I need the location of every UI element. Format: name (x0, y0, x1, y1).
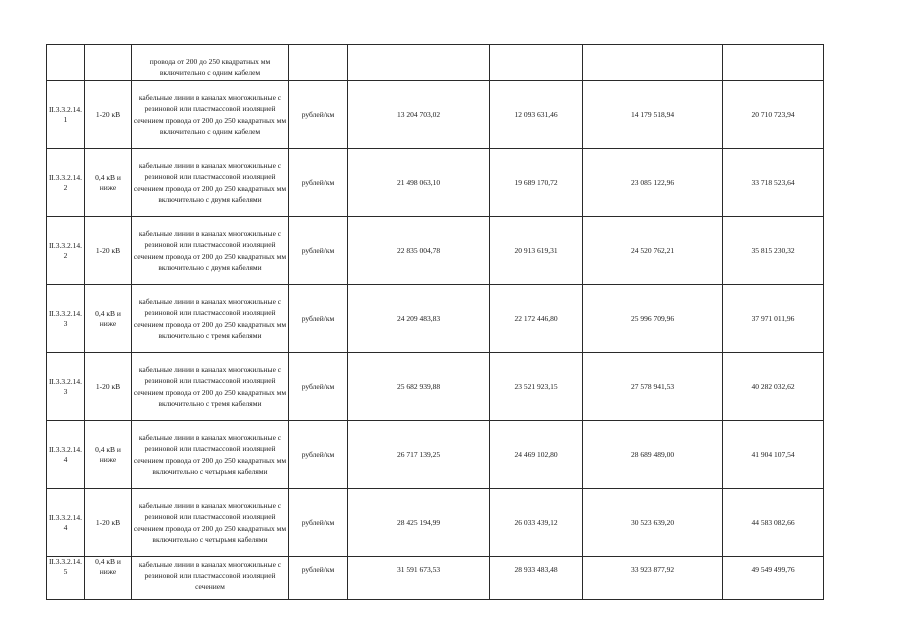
description-cell: кабельные линии в каналах многожильные с резиновой или пластмассовой изоляцией сечением (132, 557, 289, 600)
item-code-cell: II.3.3.2.14.2 (47, 217, 85, 285)
unit-cell: рублей/км (289, 217, 348, 285)
item-code-cell (47, 45, 85, 81)
value-cell-4 (723, 45, 824, 81)
value-cell-4: 35 815 230,32 (723, 217, 824, 285)
value-cell-1: 21 498 063,10 (348, 149, 490, 217)
value-cell-2: 23 521 923,15 (490, 353, 583, 421)
value-cell-2: 12 093 631,46 (490, 81, 583, 149)
voltage-cell: 1-20 кВ (85, 217, 132, 285)
table-row (47, 421, 824, 489)
value-cell-4: 37 971 011,96 (723, 285, 824, 353)
unit-cell: рублей/км (289, 149, 348, 217)
value-cell-2: 24 469 102,80 (490, 421, 583, 489)
value-cell-1: 31 591 673,53 (348, 557, 490, 600)
value-cell-1: 28 425 194,99 (348, 489, 490, 557)
unit-cell: рублей/км (289, 353, 348, 421)
tariff-table (46, 44, 824, 600)
value-cell-3: 33 923 877,92 (583, 557, 723, 600)
unit-cell (289, 45, 348, 81)
value-cell-3: 24 520 762,21 (583, 217, 723, 285)
value-cell-1: 24 209 483,83 (348, 285, 490, 353)
item-code-cell: II.3.3.2.14.3 (47, 353, 85, 421)
unit-cell: рублей/км (289, 421, 348, 489)
value-cell-3: 23 085 122,96 (583, 149, 723, 217)
description-cell: кабельные линии в каналах многожильные с резиновой или пластмассовой изоляцией сечением провода от 200 до 250 квадратных мм включительно с двумя кабелями (132, 217, 289, 285)
voltage-cell: 0,4 кВ и ниже (85, 149, 132, 217)
voltage-cell: 1-20 кВ (85, 489, 132, 557)
value-cell-4: 49 549 499,76 (723, 557, 824, 600)
value-cell-3: 28 689 489,00 (583, 421, 723, 489)
value-cell-3 (583, 45, 723, 81)
value-cell-1 (348, 45, 490, 81)
value-cell-1: 22 835 004,78 (348, 217, 490, 285)
description-cell: кабельные линии в каналах многожильные с резиновой или пластмассовой изоляцией сечением провода от 200 до 250 квадратных мм включительно с четырьмя кабелями (132, 421, 289, 489)
value-cell-2: 20 913 619,31 (490, 217, 583, 285)
value-cell-3: 30 523 639,20 (583, 489, 723, 557)
item-code-cell: II.3.3.2.14.3 (47, 285, 85, 353)
value-cell-3: 14 179 518,94 (583, 81, 723, 149)
value-cell-4: 41 904 107,54 (723, 421, 824, 489)
value-cell-4: 20 710 723,94 (723, 81, 824, 149)
voltage-cell: 0,4 кВ и ниже (85, 557, 132, 600)
value-cell-1: 13 204 703,02 (348, 81, 490, 149)
value-cell-2: 22 172 446,80 (490, 285, 583, 353)
value-cell-1: 26 717 139,25 (348, 421, 490, 489)
table-row (47, 489, 824, 557)
item-code-cell: II.3.3.2.14.4 (47, 489, 85, 557)
value-cell-2 (490, 45, 583, 81)
value-cell-4: 40 282 032,62 (723, 353, 824, 421)
item-code-cell: II.3.3.2.14.1 (47, 81, 85, 149)
table-body (47, 45, 824, 600)
item-code-cell: II.3.3.2.14.5 (47, 557, 85, 600)
unit-cell: рублей/км (289, 557, 348, 600)
value-cell-3: 27 578 941,53 (583, 353, 723, 421)
voltage-cell: 0,4 кВ и ниже (85, 285, 132, 353)
value-cell-1: 25 682 939,88 (348, 353, 490, 421)
voltage-cell: 1-20 кВ (85, 353, 132, 421)
value-cell-4: 33 718 523,64 (723, 149, 824, 217)
table-row (47, 285, 824, 353)
value-cell-2: 19 689 170,72 (490, 149, 583, 217)
table-row (47, 217, 824, 285)
voltage-cell: 0,4 кВ и ниже (85, 421, 132, 489)
value-cell-3: 25 996 709,96 (583, 285, 723, 353)
value-cell-4: 44 583 082,66 (723, 489, 824, 557)
description-cell: кабельные линии в каналах многожильные с резиновой или пластмассовой изоляцией сечением провода от 200 до 250 квадратных мм включительно с двумя кабелями (132, 149, 289, 217)
value-cell-2: 26 033 439,12 (490, 489, 583, 557)
description-cell: кабельные линии в каналах многожильные с резиновой или пластмассовой изоляцией сечением провода от 200 до 250 квадратных мм включительно с одним кабелем (132, 81, 289, 149)
table-row (47, 353, 824, 421)
table-row (47, 45, 824, 81)
item-code-cell: II.3.3.2.14.4 (47, 421, 85, 489)
description-cell: кабельные линии в каналах многожильные с резиновой или пластмассовой изоляцией сечением провода от 200 до 250 квадратных мм включительно с тремя кабелями (132, 353, 289, 421)
unit-cell: рублей/км (289, 285, 348, 353)
voltage-cell (85, 45, 132, 81)
value-cell-2: 28 933 483,48 (490, 557, 583, 600)
table-row (47, 149, 824, 217)
unit-cell: рублей/км (289, 489, 348, 557)
description-cell: провода от 200 до 250 квадратных мм включительно с одним кабелем (132, 45, 289, 81)
description-cell: кабельные линии в каналах многожильные с резиновой или пластмассовой изоляцией сечением провода от 200 до 250 квадратных мм включительно с тремя кабелями (132, 285, 289, 353)
item-code-cell: II.3.3.2.14.2 (47, 149, 85, 217)
description-cell: кабельные линии в каналах многожильные с резиновой или пластмассовой изоляцией сечением провода от 200 до 250 квадратных мм включительно с четырьмя кабелями (132, 489, 289, 557)
table-row (47, 557, 824, 600)
unit-cell: рублей/км (289, 81, 348, 149)
voltage-cell: 1-20 кВ (85, 81, 132, 149)
table-row (47, 81, 824, 149)
